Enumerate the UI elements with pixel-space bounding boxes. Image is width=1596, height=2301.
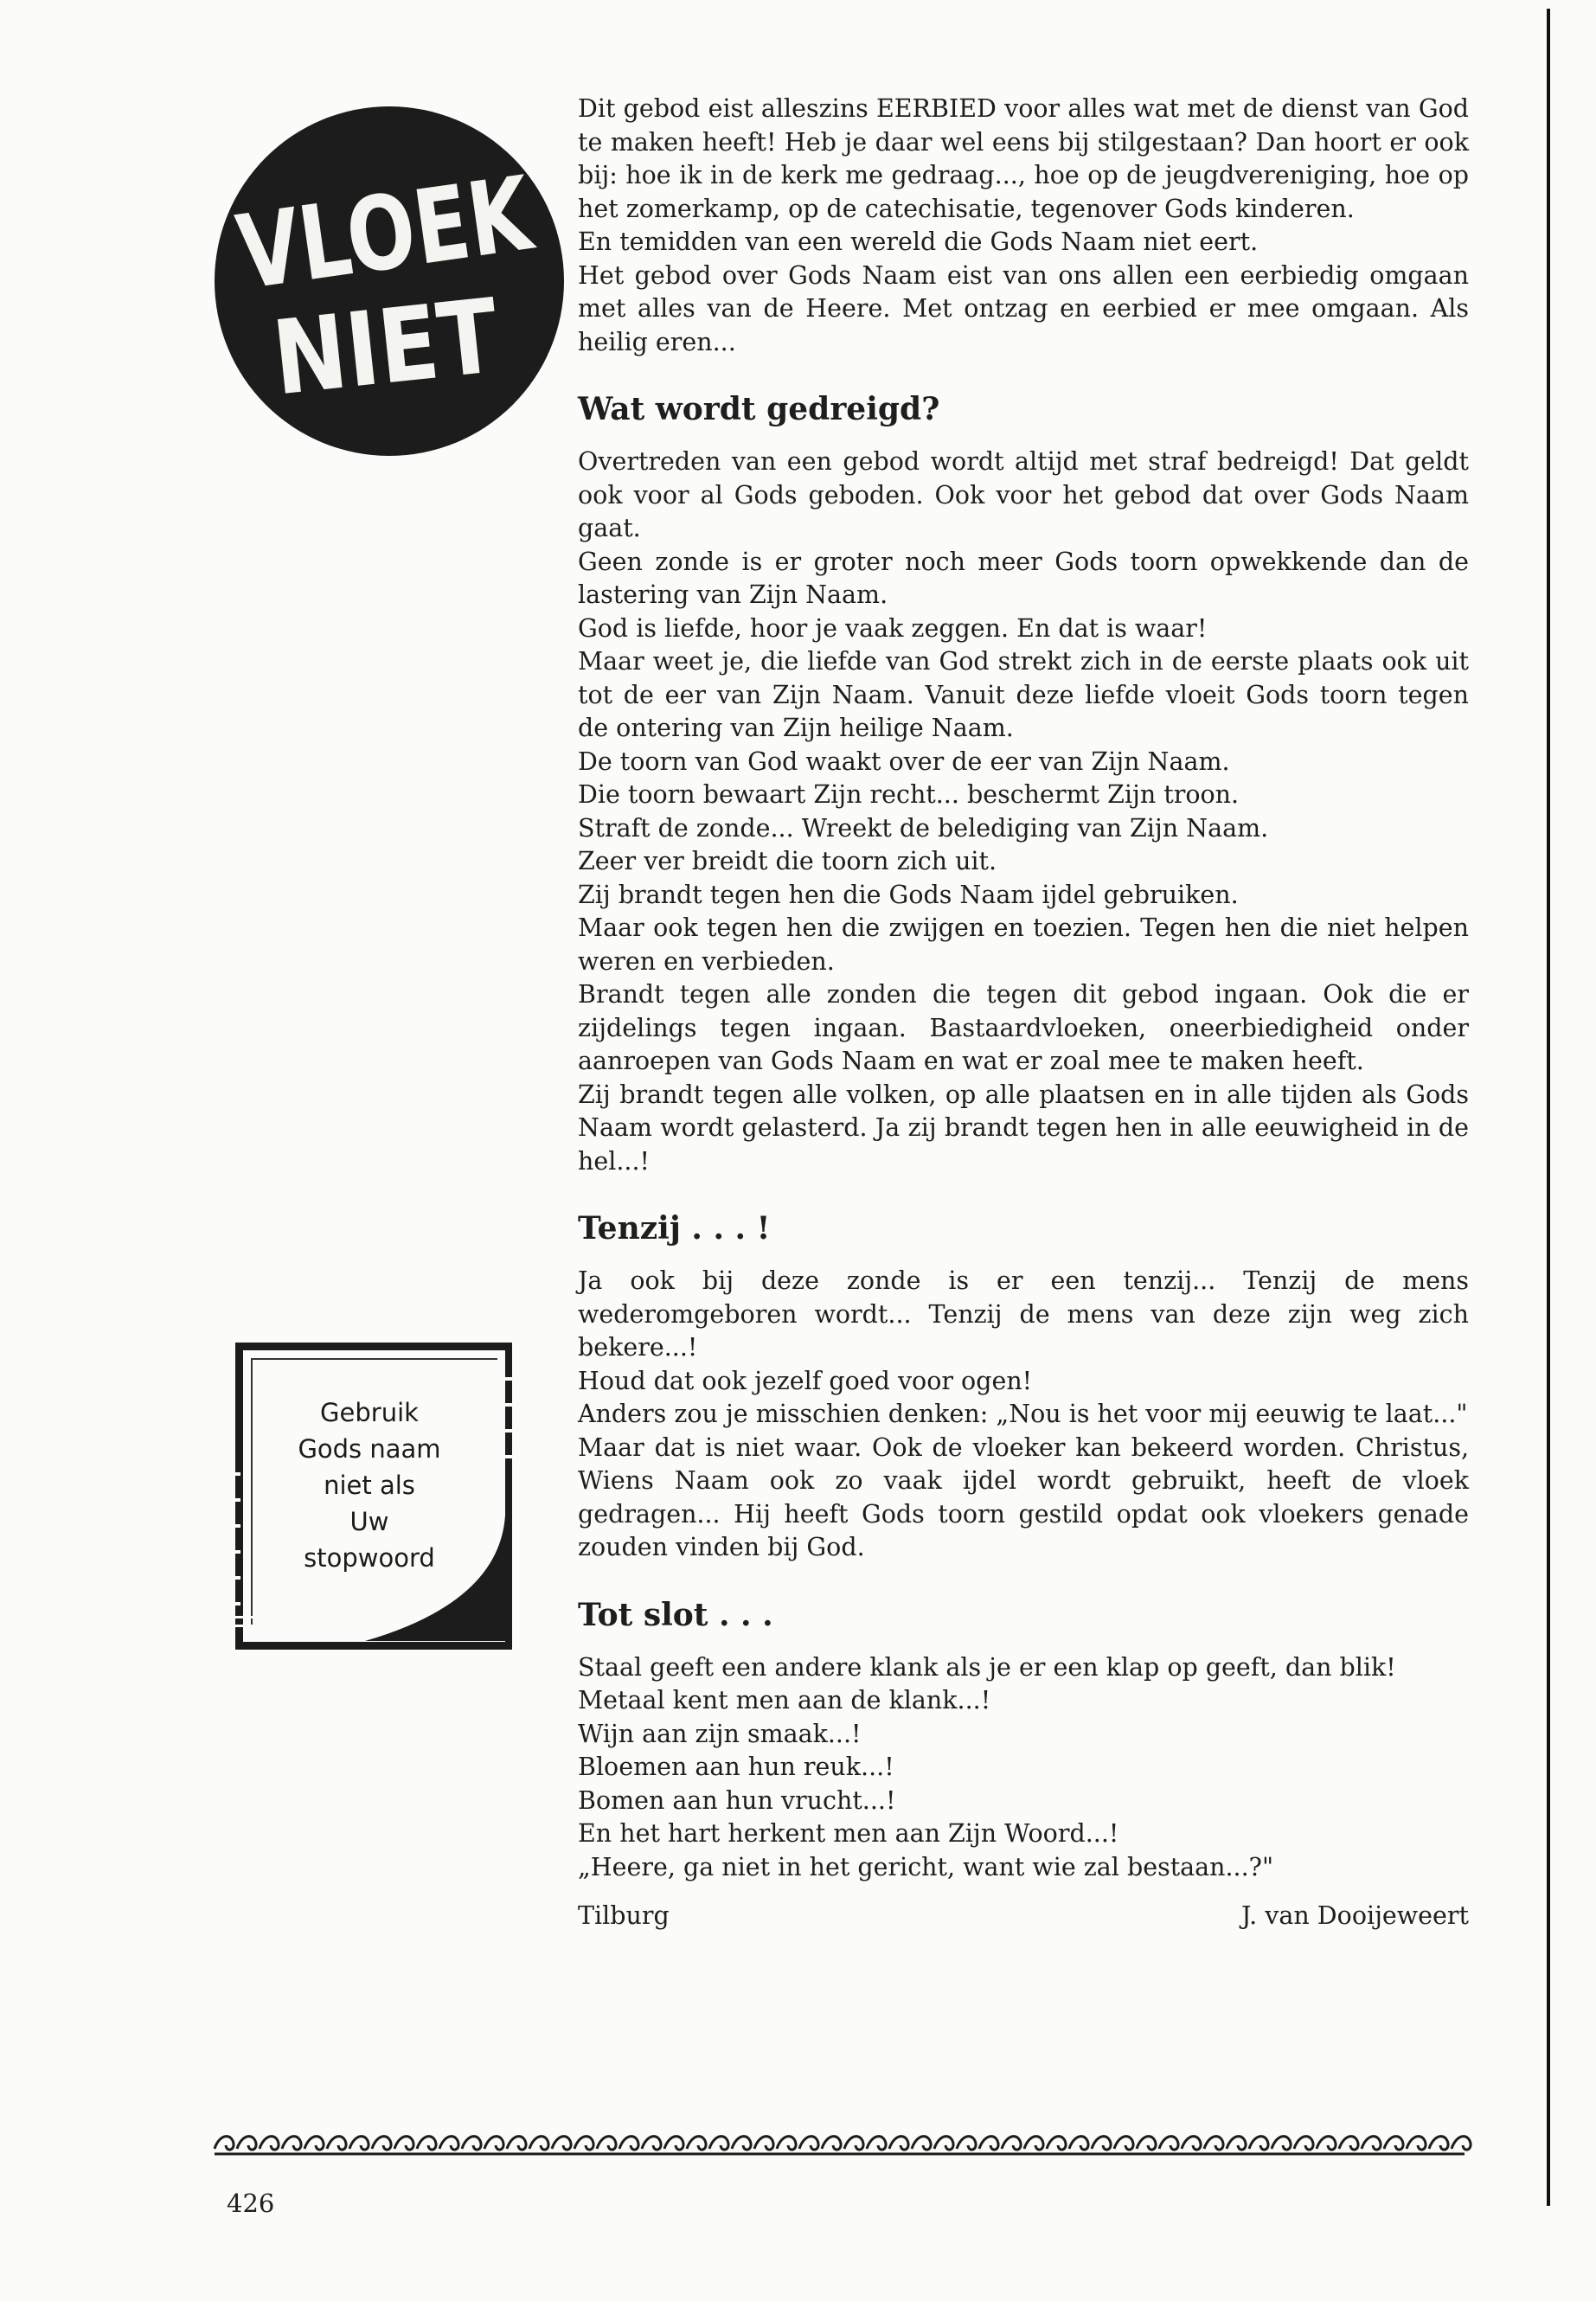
paragraph: Het gebod over Gods Naam eist van ons allen een eerbiedig omgaan met alles van de Heere. Met ontzag en eerbied er mee omgaan. Als heilig eren... [578,260,1469,356]
section-heading-threat: Wat wordt gedreigd? [578,391,940,427]
stopwoord-line-2: Gods naam [298,1434,441,1464]
section-heading-tenzij: Tenzij . . . ! [578,1210,771,1247]
paragraph: „Heere, ga niet in het gericht, want wie zal bestaan...?" [578,1852,1274,1881]
paragraph: Wijn aan zijn smaak...! [578,1719,862,1748]
page-edge-line [1547,9,1550,2206]
paragraph: Bloemen aan hun reuk...! [578,1753,894,1781]
paragraph: Geen zonde is er groter noch meer Gods toorn opwekkende dan de lastering van Zijn Naam. [578,547,1469,609]
paragraph: Maar weet je, die liefde van God strekt zich in de eerste plaats ook uit tot de eer van Zijn Naam. Vanuit deze liefde vloeit Gods toorn tegen de ontering van Zijn heilige Naam. [578,647,1469,742]
logo-word-vloek: VLOEK [230,142,619,313]
place: Tilburg [578,1901,670,1930]
paragraph: Bomen aan hun vrucht...! [578,1785,896,1815]
paragraph: Zeer ver breidt die toorn zich uit. [578,847,997,875]
paragraph: Die toorn bewaart Zijn recht... beschermt Zijn troon. [578,780,1240,809]
paragraph: Maar dat is niet waar. Ook de vloeker kan bekeerd worden. Christus, Wiens Naam ook zo vaak ijdel wordt gebruikt, heeft de vloek gedragen... Hij heeft Gods toorn gestild opdat ook vloekers genade zouden vinden bij God. [578,1433,1469,1561]
paragraph: De toorn van God waakt over de eer van Zijn Naam. [578,747,1230,776]
paragraph: Ja ook bij deze zonde is er een tenzij... Tenzij de mens wederomgeboren wordt... Tenzij de mens van deze zijn weg zich bekere...! [578,1266,1469,1362]
stopwoord-line-4: Uw [349,1507,389,1536]
stopwoord-line-1: Gebruik [320,1398,419,1427]
paragraph: Straft de zonde... Wreekt de belediging van Zijn Naam. [578,813,1269,843]
paragraph: Anders zou je misschien denken: „Nou is het voor mij eeuwig te laat..." [578,1400,1468,1428]
paragraph: Houd dat ook jezelf goed voor ogen! [578,1366,1033,1395]
paragraph: Brandt tegen alle zonden die tegen dit gebod ingaan. Ook die er zijdelings tegen ingaan. Bastaardvloeken, oneerbiedigheid onder aanroepen van Gods Naam en wat er zoal mee te maken heeft. [578,980,1469,1075]
paragraph: Staal geeft een andere klank als je er een klap op geeft, dan blik! [578,1652,1396,1682]
section-heading-tot-slot: Tot slot . . . [578,1596,773,1633]
vloek-niet-logo [212,104,619,458]
paragraph: En het hart herkent men aan Zijn Woord...! [578,1819,1119,1848]
stopwoord-box [235,1343,512,1650]
stopwoord-line-3: niet als [324,1471,415,1500]
author: J. van Dooijeweert [1240,1901,1469,1930]
paragraph: Metaal kent men aan de klank...! [578,1686,991,1715]
paragraph: Zij brandt tegen alle volken, op alle plaatsen en in alle tijden als Gods Naam wordt gelasterd. Ja zij brandt tegen hen in alle eeuwigheid in de hel...! [578,1080,1469,1176]
page-number: 426 [227,2189,275,2218]
stopwoord-box-text [270,1394,469,1576]
paragraph: Zij brandt tegen hen die Gods Naam ijdel gebruiken. [578,880,1239,909]
logo-word-niet: NIET [267,272,542,419]
paragraph: Overtreden van een gebod wordt altijd met straf bedreigd! Dat geldt ook voor al Gods geboden. Ook voor het gebod dat over Gods Naam gaat. [578,447,1469,542]
ornament-border [215,2128,1469,2159]
paragraph: God is liefde, hoor je vaak zeggen. En dat is waar! [578,613,1208,643]
paragraph: En temidden van een wereld die Gods Naam niet eert. [578,228,1259,256]
signature-line [578,1900,1469,1933]
stopwoord-line-5: stopwoord [304,1543,435,1573]
article-body [578,93,1469,1933]
paragraph: Dit gebod eist alleszins EERBIED voor alles wat met de dienst van God te maken heeft! Heb je daar wel eens bij stilgestaan? Dan hoort er ook bij: hoe ik in de kerk me gedraag..., hoe op de jeugdvereniging, hoe op het zomerkamp, op de catechisatie, tegenover Gods kinderen. [578,94,1469,223]
paragraph: Maar ook tegen hen die zwijgen en toezien. Tegen hen die niet helpen weren en verbieden. [578,913,1469,976]
